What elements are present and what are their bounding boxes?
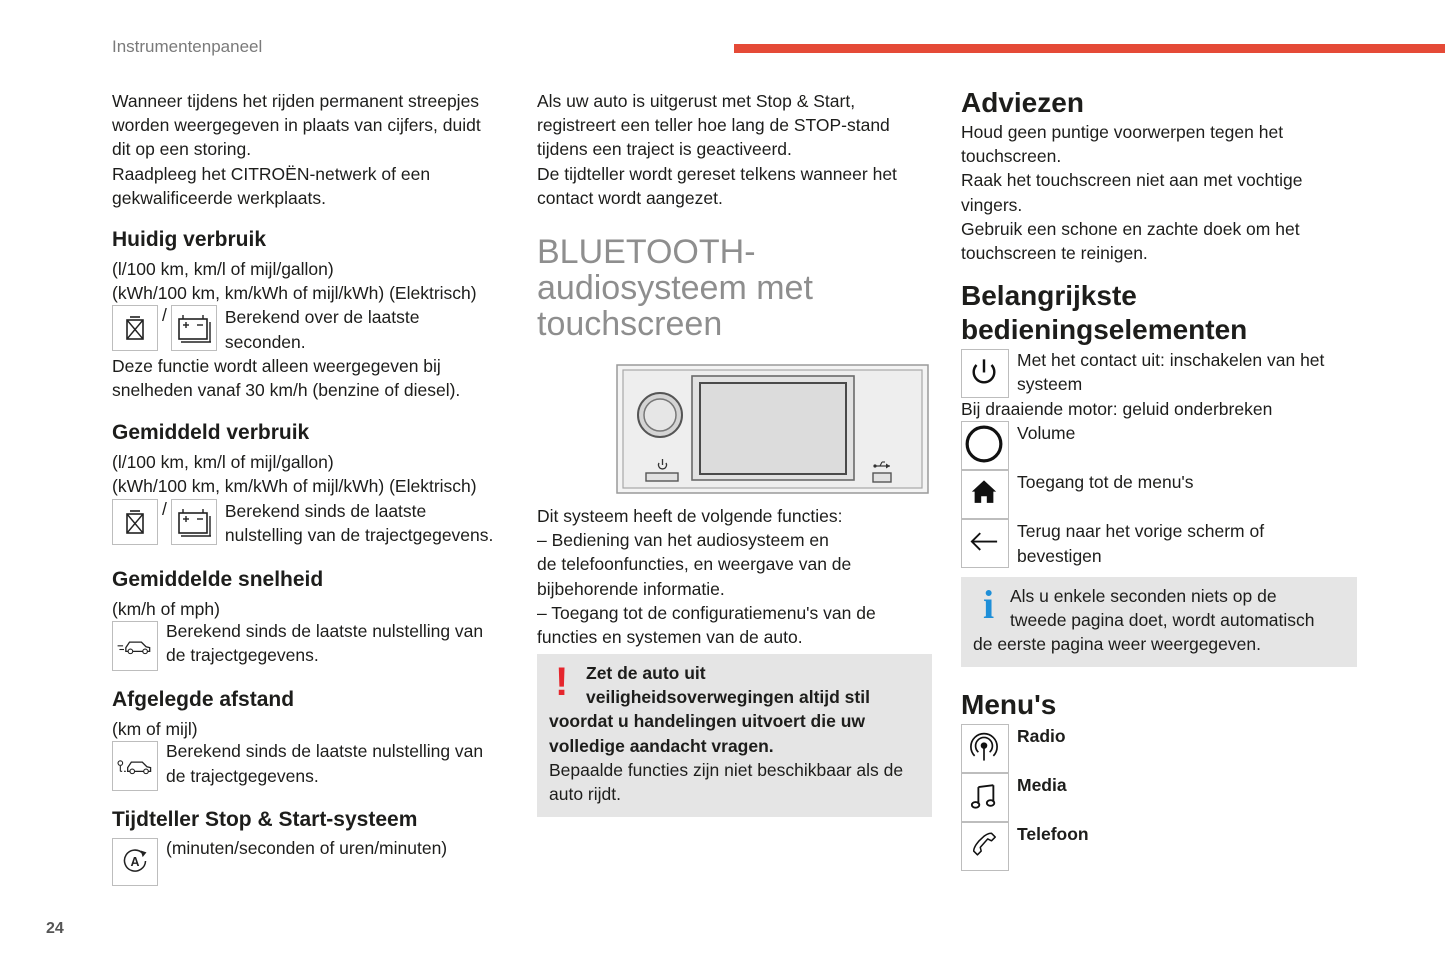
warning-line: Zet de auto uit	[586, 663, 706, 683]
units-line: (km of mijl)	[112, 719, 198, 740]
heading-advice: Adviezen	[961, 87, 1084, 118]
current-consumption-row	[112, 305, 522, 353]
intro-line: registreert een teller hoe lang de STOP-stand	[537, 115, 890, 136]
intro-line: Als uw auto is uitgerust met Stop & Start,	[537, 91, 856, 111]
intro-line: gekwalificeerde werkplaats.	[112, 187, 326, 208]
warning-box	[537, 654, 932, 817]
control-volume-row	[961, 421, 1361, 470]
units-line: (kWh/100 km, km/kWh of mijl/kWh) (Elektrisch)	[112, 283, 477, 304]
stop-start-icon	[112, 838, 158, 886]
heading-controls: Belangrijkste	[961, 280, 1137, 312]
warning-line: auto rijdt.	[549, 784, 621, 805]
control-description: systeem	[1017, 374, 1083, 395]
distance-row	[112, 741, 522, 791]
title-line: BLUETOOTH-	[537, 233, 756, 272]
description-line: nulstelling van de trajectgegevens.	[224, 524, 494, 545]
control-back-row	[961, 519, 1361, 568]
info-line: tweede pagina doet, wordt automatisch	[1010, 610, 1315, 631]
description-line: Berekend sinds de laatste	[224, 500, 427, 521]
audio-system-illustration	[616, 364, 929, 494]
average-consumption-row	[112, 499, 522, 547]
warning-icon: !	[555, 660, 569, 704]
description-line: de trajectgegevens.	[166, 765, 319, 786]
units-line: (l/100 km, km/l of mijl/gallon)	[112, 452, 334, 473]
average-speed-row	[112, 621, 522, 671]
function-line: functies en systemen van de auto.	[537, 627, 803, 648]
svg-text:A: A	[130, 855, 140, 870]
car-distance-icon	[112, 741, 158, 791]
column-right	[961, 86, 1361, 568]
control-power-row	[961, 349, 1361, 398]
function-line: Dit systeem heeft de volgende functies:	[537, 506, 843, 526]
intro-line: worden weergegeven in plaats van cijfers, duidt	[112, 115, 481, 136]
menu-phone-row	[961, 822, 1361, 871]
slash-separator: /	[162, 498, 167, 519]
title-line: audiosysteem met	[537, 269, 813, 308]
volume-knob-icon	[961, 421, 1009, 470]
units-line: (km/h of mph)	[112, 599, 220, 620]
info-line: Als u enkele seconden niets op de	[1010, 586, 1277, 606]
control-description: Terug naar het vorige scherm of	[1017, 521, 1265, 542]
intro-line: Raadpleeg het CITROËN-netwerk of een	[112, 163, 431, 184]
intro-line: tijdens een traject is geactiveerd.	[537, 139, 792, 160]
phone-handset-icon	[961, 822, 1009, 871]
intro-line: dit op een storing.	[112, 139, 252, 160]
power-icon	[961, 349, 1009, 398]
bluetooth-title	[537, 234, 933, 342]
control-description: Volume	[1017, 423, 1076, 444]
battery-icon	[171, 499, 217, 545]
description-line: Berekend sinds de laatste nulstelling van	[166, 741, 484, 762]
fuel-pump-icon	[112, 499, 158, 545]
slash-separator: /	[162, 305, 167, 326]
intro-line: contact wordt aangezet.	[537, 187, 723, 208]
page-number: 24	[46, 920, 64, 937]
note-line: snelheden vanaf 30 km/h (benzine of diesel).	[112, 380, 461, 401]
description-line: de trajectgegevens.	[166, 645, 319, 666]
section-header: Instrumentenpaneel	[112, 37, 263, 56]
title-line: touchscreen	[537, 305, 723, 344]
units-line: (kWh/100 km, km/kWh of mijl/kWh) (Elektrisch)	[112, 476, 477, 497]
control-description: Toegang tot de menu's	[1017, 472, 1194, 493]
warning-line: voordat u handelingen uitvoert die uw	[549, 711, 865, 732]
car-speed-icon	[112, 621, 158, 671]
heading-stop-start-timer: Tijdteller Stop & Start-systeem	[112, 808, 418, 832]
description-line: Berekend over de laatste	[224, 307, 420, 328]
header-accent-bar	[734, 44, 1445, 53]
heading-controls: bedieningselementen	[961, 314, 1248, 346]
heading-current-consumption: Huidig verbruik	[112, 228, 267, 252]
warning-line: veiligheidsoverwegingen altijd stil	[586, 687, 870, 708]
column-left	[112, 89, 522, 886]
warning-line: Bepaalde functies zijn niet beschikbaar als de	[549, 759, 904, 780]
menu-radio-row	[961, 724, 1361, 773]
info-line: de eerste pagina weer weergegeven.	[973, 634, 1261, 655]
functions-text	[537, 504, 933, 649]
advice-line: vingers.	[961, 194, 1023, 215]
home-icon	[961, 470, 1009, 519]
column-middle	[537, 89, 933, 342]
control-home-row	[961, 470, 1361, 519]
menu-label: Media	[1017, 775, 1067, 795]
heading-average-consumption: Gemiddeld verbruik	[112, 421, 310, 445]
advice-line: touchscreen.	[961, 146, 1062, 167]
info-box	[961, 577, 1357, 667]
description-line: seconden.	[224, 331, 306, 352]
control-description: bevestigen	[1017, 545, 1102, 566]
radio-icon	[961, 724, 1009, 773]
menu-label: Radio	[1017, 726, 1066, 746]
info-icon: i	[983, 582, 995, 627]
function-line: – Toegang tot de configuratiemenu's van de	[537, 602, 876, 623]
heading-average-speed: Gemiddelde snelheid	[112, 568, 324, 592]
menu-media-row	[961, 773, 1361, 822]
info-text	[973, 584, 1353, 657]
battery-icon	[171, 305, 217, 351]
units-line: (l/100 km, km/l of mijl/gallon)	[112, 259, 334, 280]
stop-start-row	[112, 838, 522, 886]
heading-distance: Afgelegde afstand	[112, 688, 295, 712]
back-arrow-icon	[961, 519, 1009, 568]
function-line: – Bediening van het audiosysteem en	[537, 530, 829, 551]
heading-menus: Menu's	[961, 689, 1057, 720]
advice-line: Houd geen puntige voorwerpen tegen het	[961, 122, 1284, 142]
warning-line: volledige aandacht vragen.	[549, 735, 774, 756]
intro-line: De tijdteller wordt gereset telkens wanneer het	[537, 163, 897, 184]
description-line: (minuten/seconden of uren/minuten)	[166, 838, 448, 859]
fuel-pump-icon	[112, 305, 158, 351]
intro-line: Wanneer tijdens het rijden permanent streepjes	[112, 91, 480, 111]
control-description: Met het contact uit: inschakelen van het	[1017, 350, 1325, 371]
warning-text	[549, 661, 929, 806]
function-line: bijbehorende informatie.	[537, 578, 725, 599]
advice-line: touchscreen te reinigen.	[961, 243, 1148, 264]
description-line: Berekend sinds de laatste nulstelling van	[166, 621, 484, 642]
function-line: de telefoonfuncties, en weergave van de	[537, 554, 852, 575]
advice-line: Raak het touchscreen niet aan met vochtige	[961, 170, 1303, 191]
advice-line: Gebruik een schone en zachte doek om het	[961, 218, 1300, 239]
menu-label: Telefoon	[1017, 824, 1089, 844]
music-note-icon	[961, 773, 1009, 822]
note-line: Deze functie wordt alleen weergegeven bij	[112, 355, 441, 376]
control-description: Bij draaiende motor: geluid onderbreken	[961, 399, 1273, 420]
menus-section	[961, 688, 1361, 871]
